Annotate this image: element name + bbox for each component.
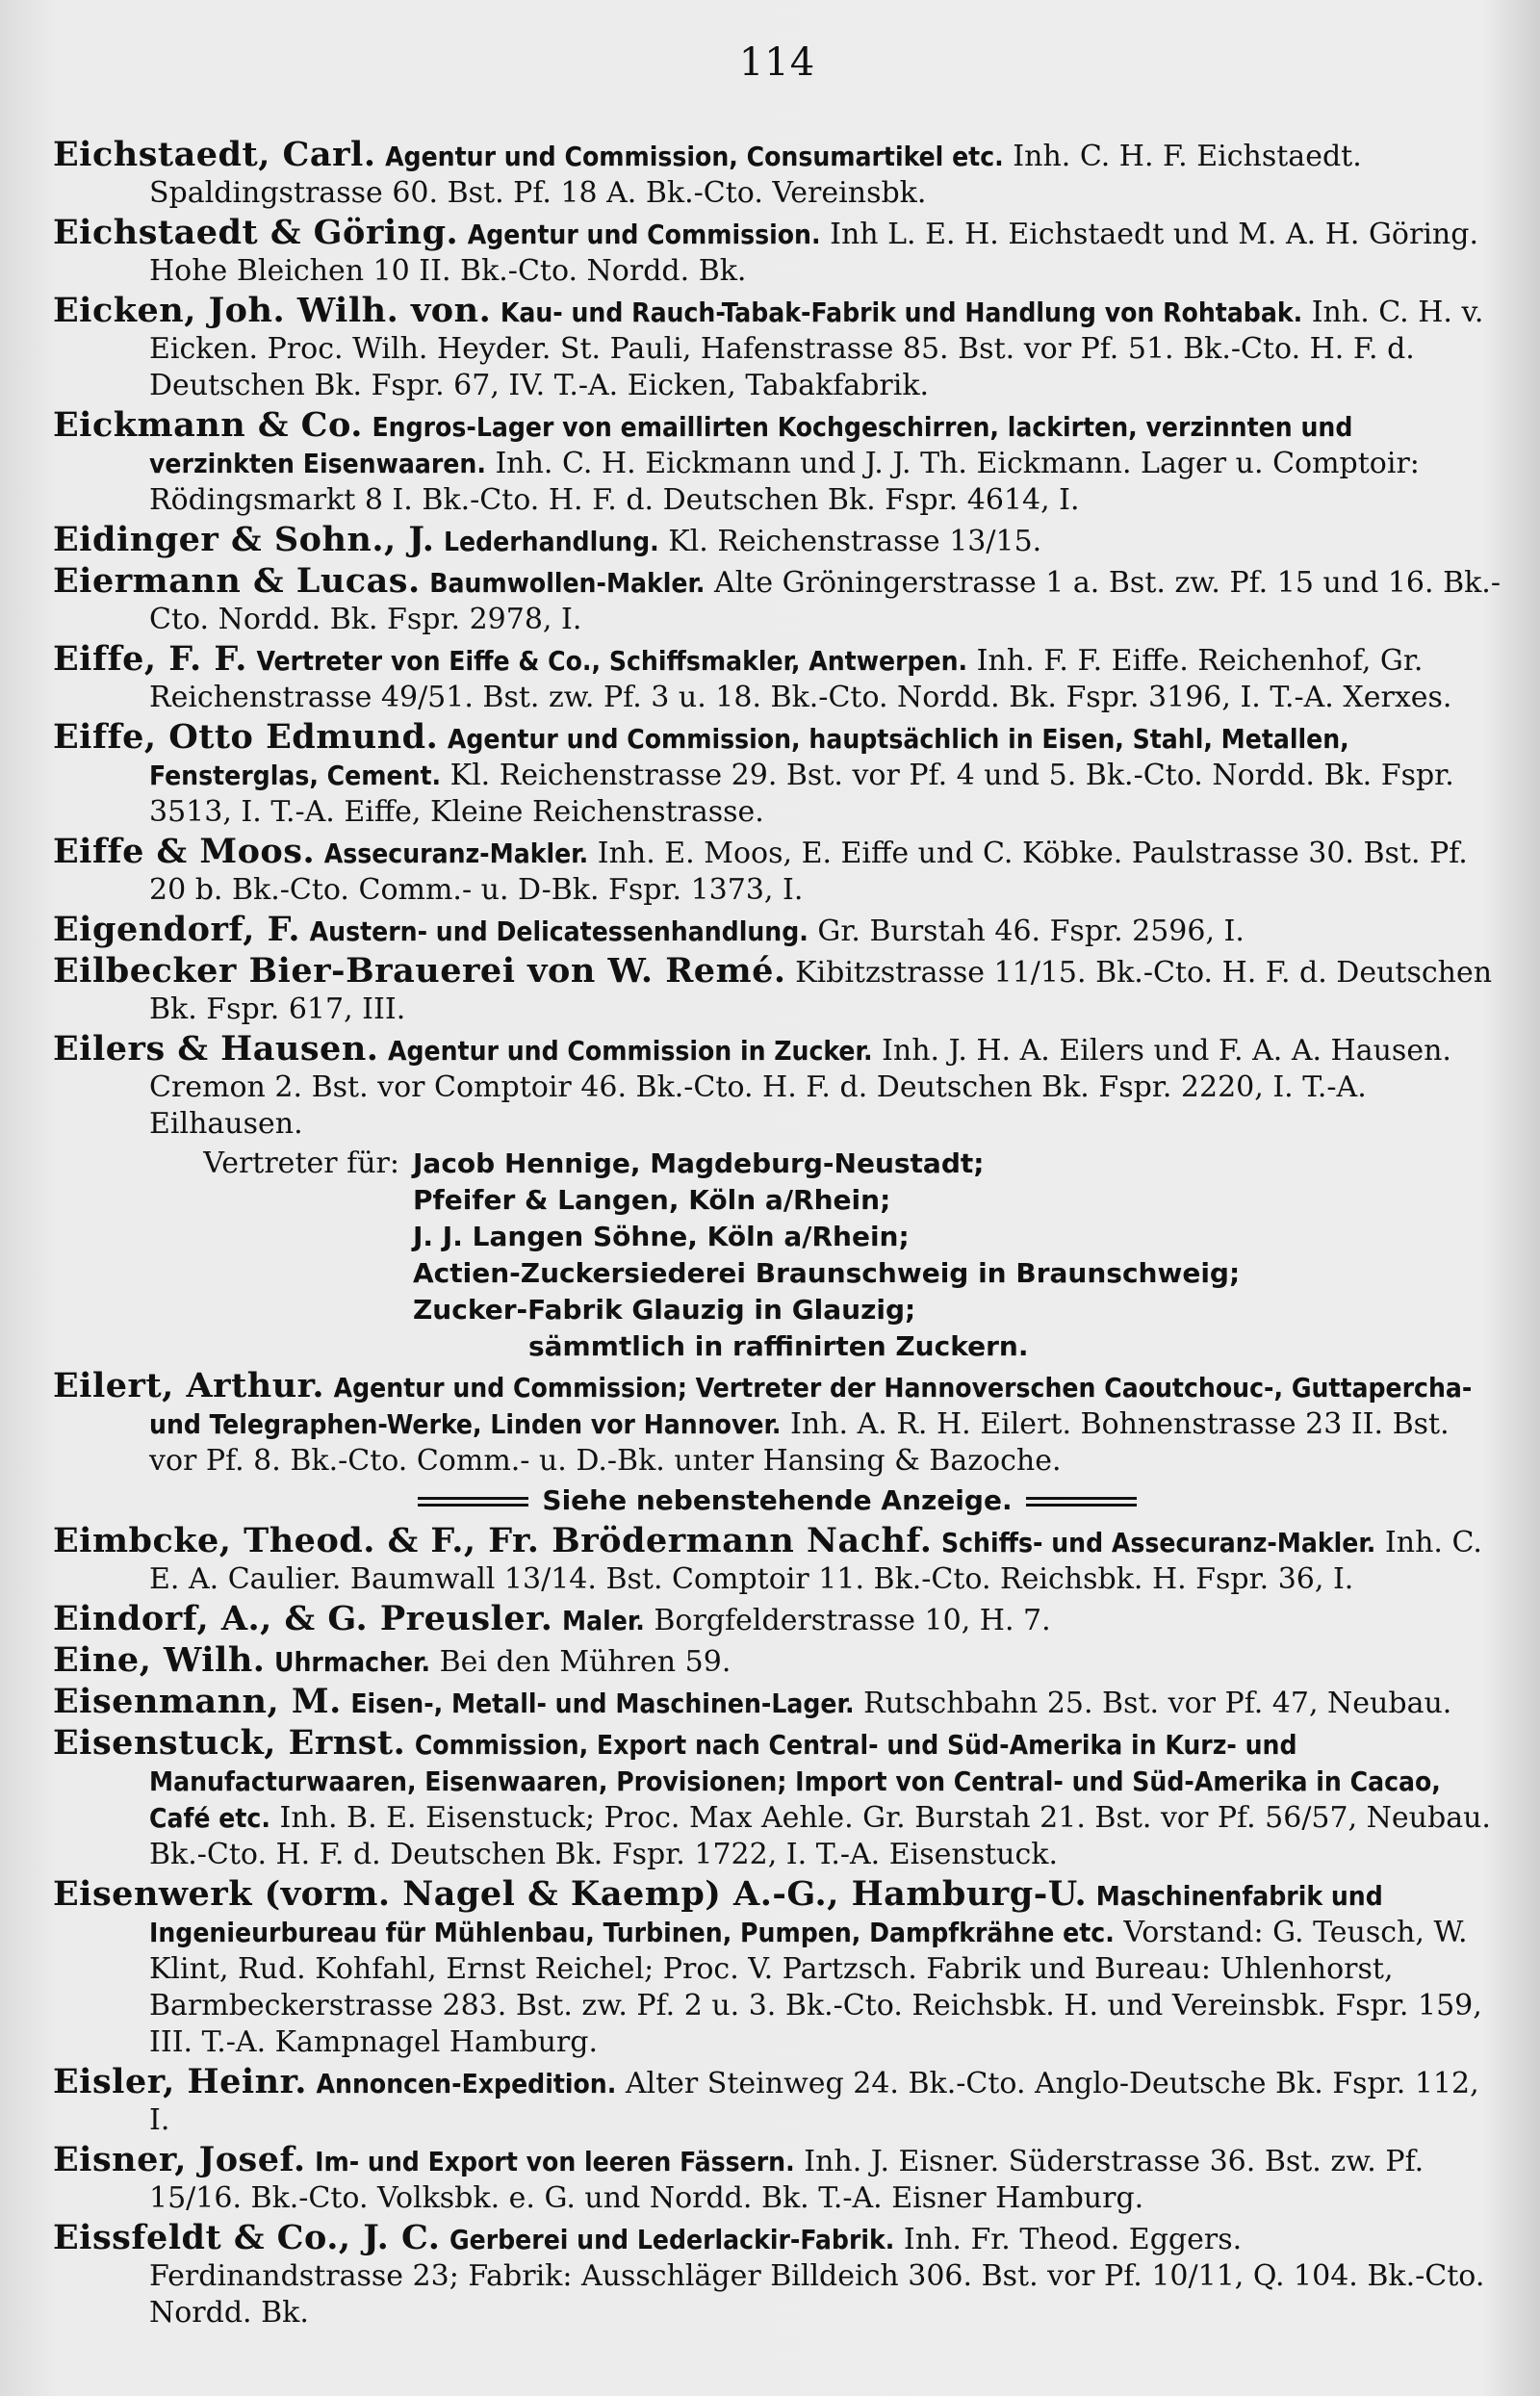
entry-detail: Borgfelderstrasse 10, H. 7. bbox=[654, 1604, 1051, 1637]
representative-item: Zucker-Fabrik Glauzig in Glauzig; bbox=[413, 1294, 916, 1326]
directory-entry bbox=[53, 1642, 1502, 1681]
entry-name: Eickmann & Co. bbox=[53, 405, 363, 445]
representatives-label: Vertreter für: bbox=[203, 1146, 399, 1180]
entry-name: Eindorf, A., & G. Preusler. bbox=[53, 1599, 553, 1638]
entry-name: Eiffe, F. F. bbox=[53, 639, 247, 679]
directory-entry bbox=[53, 1601, 1502, 1639]
entry-trade: Assecuranz-Makler. bbox=[323, 837, 589, 869]
entry-detail: Inh. J. H. A. Eilers und F. A. A. Hausen. Cremon 2. Bst. vor Comptoir 46. Bk.-Cto. H. F. d. Deutschen Bk. Fspr. 2220, I. T.-A. Eilhausen. bbox=[149, 1034, 1451, 1141]
representative-item: J. J. Langen Söhne, Köln a/Rhein; bbox=[413, 1221, 910, 1252]
entry-detail: Gr. Burstah 46. Fspr. 2596, I. bbox=[817, 915, 1245, 948]
entry-detail: Inh L. E. H. Eichstaedt und M. A. H. Göring. Hohe Bleichen 10 II. Bk.-Cto. Nordd. Bk. bbox=[149, 218, 1478, 288]
entry-trade: Baumwollen-Makler. bbox=[429, 567, 706, 599]
directory-entry bbox=[53, 912, 1502, 950]
entry-detail: Alter Steinweg 24. Bk.-Cto. Anglo-Deutsche Bk. Fspr. 112, I. bbox=[149, 2067, 1479, 2137]
entry-trade: Agentur und Commission. bbox=[467, 219, 821, 250]
directory-entry bbox=[53, 293, 1502, 404]
entry-name: Eisenmann, M. bbox=[53, 1682, 342, 1721]
entry-trade: Agentur und Commission in Zucker. bbox=[388, 1035, 873, 1067]
entries-block-2 bbox=[53, 1368, 1502, 1480]
directory-entry bbox=[53, 719, 1502, 831]
entry-trade: Lederhandlung. bbox=[443, 526, 659, 557]
entry-name: Eiffe & Moos. bbox=[53, 832, 316, 871]
directory-entry bbox=[53, 1684, 1502, 1722]
directory-entry bbox=[53, 137, 1502, 212]
entry-trade: Maler. bbox=[562, 1605, 645, 1636]
entry-name: Eisler, Heinr. bbox=[53, 2062, 307, 2101]
representatives-list bbox=[413, 1146, 1502, 1365]
entry-detail: Kl. Reichenstrasse 13/15. bbox=[668, 525, 1042, 558]
entry-detail: Inh. F. F. Eiffe. Reichenhof, Gr. Reichenstrasse 49/51. Bst. zw. Pf. 3 u. 18. Bk.-Cto. Nordd. Bk. Fspr. 3196, I. T.-A. Xerxes. bbox=[149, 644, 1452, 714]
directory-entry bbox=[53, 641, 1502, 716]
entry-detail: Inh. C. H. F. Eichstaedt. Spaldingstrasse 60. Bst. Pf. 18 A. Bk.-Cto. Vereinsbk. bbox=[149, 140, 1362, 210]
directory-entry bbox=[53, 953, 1502, 1028]
entry-detail: Kl. Reichenstrasse 29. Bst. vor Pf. 4 und 5. Bk.-Cto. Nordd. Bk. Fspr. 3513, I. T.-A. Eiffe, Kleine Reichenstrasse. bbox=[149, 759, 1454, 829]
entry-name: Eisner, Josef. bbox=[53, 2140, 306, 2179]
directory-entry bbox=[53, 2220, 1502, 2332]
entry-detail: Inh. C. H. Eickmann und J. J. Th. Eickmann. Lager u. Comptoir: Rödingsmarkt 8 I. Bk.-Cto. H. F. d. Deutschen Bk. Fspr. 4614, I. bbox=[149, 447, 1420, 517]
entries-block-1 bbox=[53, 137, 1502, 1143]
directory-entry bbox=[53, 834, 1502, 909]
entry-name: Eidinger & Sohn., J. bbox=[53, 520, 435, 559]
directory-entry bbox=[53, 1368, 1502, 1480]
entry-trade: Agentur und Commission; Vertreter der Hannoverschen Caoutchouc-, Guttapercha- und Telegraphen-Werke, Linden vor Hannover. bbox=[149, 1372, 1473, 1440]
entry-trade: Im- und Export von leeren Fässern. bbox=[315, 2146, 795, 2177]
entry-name: Eiffe, Otto Edmund. bbox=[53, 717, 439, 757]
directory-entry bbox=[53, 1876, 1502, 2061]
directory-entry bbox=[53, 1031, 1502, 1143]
entry-name: Eisenwerk (vorm. Nagel & Kaemp) A.-G., Hamburg-U. bbox=[53, 1874, 1088, 1914]
entry-name: Eisenstuck, Ernst. bbox=[53, 1723, 406, 1763]
entry-trade: Vertreter von Eiffe & Co., Schiffsmakler, Antwerpen. bbox=[256, 645, 968, 677]
entry-detail: Inh. C. E. A. Caulier. Baumwall 13/14. Bst. Comptoir 11. Bk.-Cto. Reichsbk. H. Fspr. 36, I. bbox=[149, 1526, 1482, 1596]
directory-entry bbox=[53, 2142, 1502, 2217]
representative-item: Actien-Zuckersiederei Braunschweig in Braunschweig; bbox=[413, 1257, 1241, 1289]
entry-trade: Maschinenfabrik und Ingenieurbureau für Mühlenbau, Turbinen, Pumpen, Dampfkrähne etc. bbox=[149, 1880, 1383, 1948]
directory-entry bbox=[53, 522, 1502, 560]
entry-name: Eicken, Joh. Wilh. von. bbox=[53, 291, 492, 330]
entry-detail: Inh. A. R. H. Eilert. Bohnenstrasse 23 II. Bst. vor Pf. 8. Bk.-Cto. Comm.- u. D.-Bk. unter Hansing & Bazoche. bbox=[149, 1407, 1450, 1478]
representatives-closing: sämmtlich in raffinirten Zuckern. bbox=[528, 1330, 1029, 1362]
entry-detail: Inh. Fr. Theod. Eggers. Ferdinandstrasse 23; Fabrik: Ausschläger Billdeich 306. Bst. vor Pf. 10/11, Q. 104. Bk.-Cto. Nordd. Bk. bbox=[149, 2223, 1485, 2330]
directory-entry bbox=[53, 563, 1502, 638]
page-number: 114 bbox=[738, 40, 816, 85]
advert-reference bbox=[53, 1482, 1502, 1519]
double-rule-right bbox=[1026, 1497, 1137, 1507]
entry-name: Eilers & Hausen. bbox=[53, 1029, 379, 1069]
representatives-block bbox=[53, 1146, 1502, 1365]
entries-block-3 bbox=[53, 1523, 1502, 2332]
entry-detail: Inh. E. Moos, E. Eiffe und C. Köbke. Paulstrasse 30. Bst. Pf. 20 b. Bk.-Cto. Comm.- u. D-Bk. Fspr. 1373, I. bbox=[149, 837, 1468, 907]
directory-entry bbox=[53, 215, 1502, 290]
entry-trade: Commission, Export nach Central- und Süd-Amerika in Kurz- und Manufacturwaaren, Eisenwaaren, Provisionen; Import von Central- und Süd-Amerika in Cacao, Café etc. bbox=[149, 1729, 1441, 1834]
entry-trade: Kau- und Rauch-Tabak-Fabrik und Handlung von Rohtabak. bbox=[500, 296, 1303, 328]
entry-trade: Annoncen-Expedition. bbox=[316, 2068, 617, 2100]
entry-detail: Vorstand: G. Teusch, W. Klint, Rud. Kohfahl, Ernst Reichel; Proc. V. Partzsch. Fabrik und Bureau: Uhlenhorst, Barmbeckerstrasse 283. Bst. zw. Pf. 2 u. 3. Bk.-Cto. Reichsbk. H. und Vereinsbk. Fspr. 159, III. T.-A. Kampnagel Hamburg. bbox=[149, 1916, 1482, 2059]
directory-entry bbox=[53, 2064, 1502, 2139]
entry-name: Eiermann & Lucas. bbox=[53, 561, 421, 601]
entry-detail: Inh. J. Eisner. Süderstrasse 36. Bst. zw. Pf. 15/16. Bk.-Cto. Volksbk. e. G. und Nordd. Bk. T.-A. Eisner Hamburg. bbox=[149, 2145, 1424, 2215]
advert-note: Siehe nebenstehende Anzeige. bbox=[542, 1484, 1013, 1516]
entry-trade: Austern- und Delicatessenhandlung. bbox=[309, 915, 808, 947]
entry-detail: Bei den Mühren 59. bbox=[439, 1645, 732, 1679]
entry-detail: Inh. C. H. v. Eicken. Proc. Wilh. Heyder. St. Pauli, Hafenstrasse 85. Bst. vor Pf. 51. Bk.-Cto. H. F. d. Deutschen Bk. Fspr. 67, IV. T.-A. Eicken, Tabakfabrik. bbox=[149, 296, 1484, 402]
entry-detail: Inh. B. E. Eisenstuck; Proc. Max Aehle. Gr. Burstah 21. Bst. vor Pf. 56/57, Neubau. Bk.-Cto. H. F. d. Deutschen Bk. Fspr. 1722, I. T.-A. Eisenstuck. bbox=[149, 1801, 1491, 1871]
entry-name: Eimbcke, Theod. & F., Fr. Brödermann Nachf. bbox=[53, 1521, 933, 1560]
representative-item: Jacob Hennige, Magdeburg-Neustadt; bbox=[413, 1147, 985, 1179]
representative-item: Pfeifer & Langen, Köln a/Rhein; bbox=[413, 1184, 891, 1216]
double-rule-left bbox=[418, 1497, 528, 1507]
directory-entry bbox=[53, 1725, 1502, 1873]
entry-trade: Schiffs- und Assecuranz-Makler. bbox=[940, 1527, 1376, 1559]
entry-detail: Rutschbahn 25. Bst. vor Pf. 47, Neubau. bbox=[863, 1687, 1452, 1720]
entry-trade: Gerberei und Lederlackir-Fabrik. bbox=[449, 2224, 895, 2255]
entry-detail: Kibitzstrasse 11/15. Bk.-Cto. H. F. d. Deutschen Bk. Fspr. 617, III. bbox=[149, 956, 1493, 1026]
entry-name: Eissfeldt & Co., J. C. bbox=[53, 2218, 441, 2257]
entry-name: Eichstaedt & Göring. bbox=[53, 213, 459, 252]
entry-trade: Agentur und Commission, Consumartikel etc. bbox=[385, 141, 1004, 172]
entry-trade: Agentur und Commission, hauptsächlich in Eisen, Stahl, Metallen, Fensterglas, Cement. bbox=[149, 723, 1349, 791]
entry-name: Eilbecker Bier-Brauerei von W. Remé. bbox=[53, 951, 786, 991]
entry-detail: Alte Gröningerstrasse 1 a. Bst. zw. Pf. 15 und 16. Bk.-Cto. Nordd. Bk. Fspr. 2978, I. bbox=[149, 566, 1501, 636]
entry-trade: Eisen-, Metall- und Maschinen-Lager. bbox=[350, 1688, 855, 1719]
entry-trade: Uhrmacher. bbox=[274, 1646, 431, 1678]
directory-entry bbox=[53, 1523, 1502, 1598]
entry-trade: Engros-Lager von emaillirten Kochgeschirren, lackirten, verzinnten und verzinkten Eisenwaaren. bbox=[149, 411, 1353, 479]
entry-name: Eigendorf, F. bbox=[53, 910, 301, 949]
directory-entry bbox=[53, 407, 1502, 519]
entry-name: Eichstaedt, Carl. bbox=[53, 135, 376, 174]
entry-name: Eilert, Arthur. bbox=[53, 1366, 325, 1405]
entry-name: Eine, Wilh. bbox=[53, 1640, 266, 1680]
